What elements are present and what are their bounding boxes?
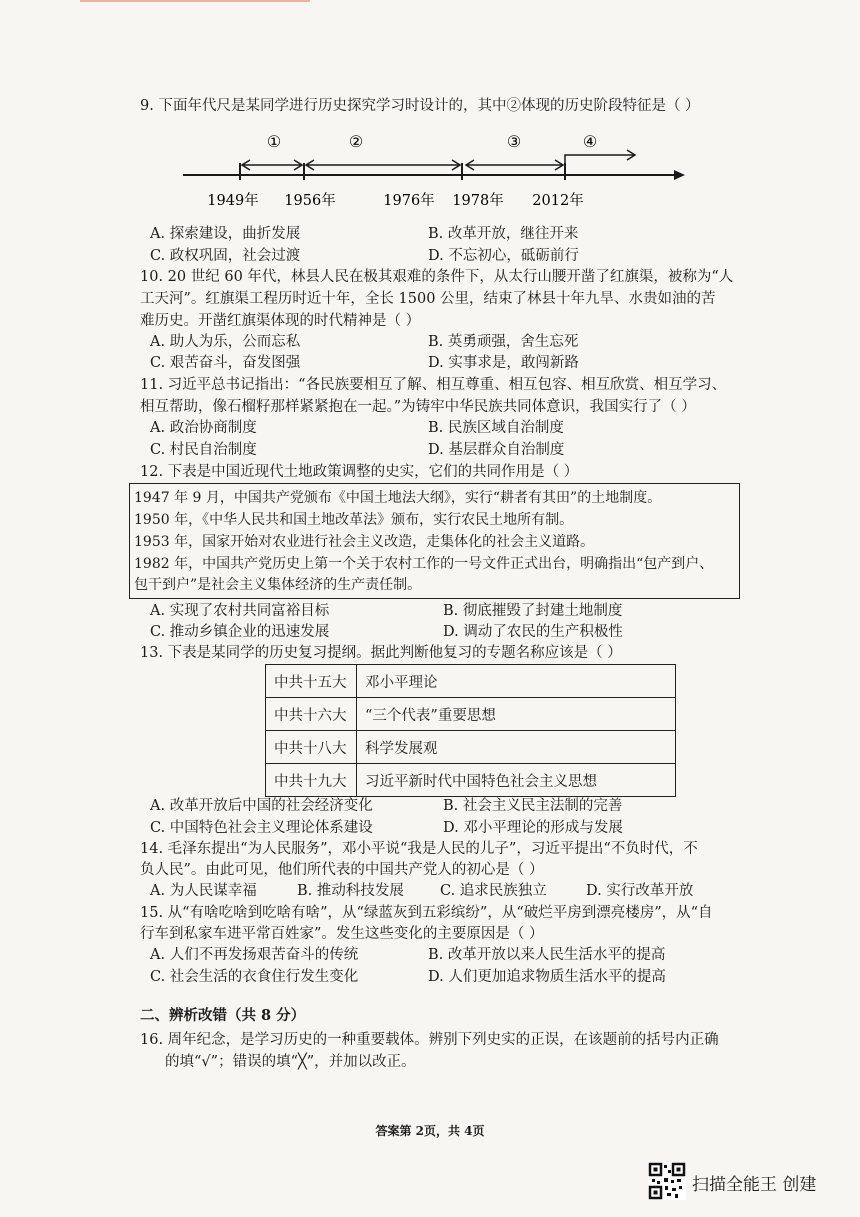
year-label-1976: 1976年 bbox=[383, 193, 435, 209]
table-row bbox=[266, 665, 676, 698]
q13-option-c[interactable]: C. 中国特色社会主义理论体系建设 bbox=[150, 820, 373, 836]
timeline-axis-arrowhead bbox=[674, 170, 685, 180]
year-label-1949: 1949年 bbox=[207, 193, 259, 209]
q11-line-2: 相互帮助，像石榴籽那样紧紧抱在一起。”为铸牢中华民族共同体意识，我国实行了（ ） bbox=[140, 399, 696, 415]
year-label-1956: 1956年 bbox=[284, 193, 336, 209]
q12-box-line-3: 1953 年，国家开始对农业进行社会主义改造，走集体化的社会主义道路。 bbox=[134, 534, 595, 550]
q15-option-a[interactable]: A. 人们不再发扬艰苦奋斗的传统 bbox=[150, 947, 359, 963]
congress-cell: 中共十六大 bbox=[266, 698, 357, 731]
q12-box-line-5: 包干到户”是社会主义集体经济的生产责任制。 bbox=[134, 577, 422, 593]
q13-option-d[interactable]: D. 邓小平理论的形成与发展 bbox=[443, 820, 623, 836]
segment-label-3: ③ bbox=[506, 132, 522, 151]
q12-box-line-1: 1947 年 9 月，中国共产党颁布《中国土地法大纲》，实行“耕者有其田”的土地制度。 bbox=[134, 490, 662, 506]
q13-outline-table bbox=[265, 664, 676, 797]
q9-option-c[interactable]: C. 政权巩固，社会过渡 bbox=[150, 248, 301, 264]
scanner-watermark: 扫描全能王 创建 bbox=[692, 1175, 817, 1195]
q15-line-1: 15. 从“有啥吃啥到吃啥有啥”，从“绿蓝灰到五彩缤纷”，从“破烂平房到漂亮楼房”，从“自 bbox=[140, 905, 713, 921]
segment-label-4: ④ bbox=[582, 132, 598, 151]
q10-option-c[interactable]: C. 艰苦奋斗，奋发图强 bbox=[150, 355, 301, 371]
q14-option-b[interactable]: B. 推动科技发展 bbox=[297, 883, 404, 899]
q12-box-line-2: 1950 年，《中华人民共和国土地改革法》颁布，实行农民土地所有制。 bbox=[134, 512, 574, 528]
q9-stem: 9. 下面年代尺是某同学进行历史探究学习时设计的，其中②体现的历史阶段特征是（ ） bbox=[140, 98, 700, 114]
theory-cell: 科学发展观 bbox=[357, 731, 676, 764]
q14-option-a[interactable]: A. 为人民谋幸福 bbox=[150, 883, 257, 899]
q12-option-a[interactable]: A. 实现了农村共同富裕目标 bbox=[150, 603, 330, 619]
segment-label-2: ② bbox=[348, 132, 364, 151]
theory-cell: 习近平新时代中国特色社会主义思想 bbox=[357, 764, 676, 797]
q9-option-a[interactable]: A. 探索建设，曲折发展 bbox=[150, 226, 301, 242]
q11-line-1: 11. 习近平总书记指出：“各民族要相互了解、相互尊重、相互包容、相互欣赏、相互学习、 bbox=[140, 377, 727, 393]
q12-option-b[interactable]: B. 彻底摧毁了封建土地制度 bbox=[443, 603, 623, 619]
theory-cell: “三个代表”重要思想 bbox=[357, 698, 676, 731]
table-row bbox=[266, 764, 676, 797]
qr-code-icon bbox=[648, 1162, 686, 1200]
q11-option-b[interactable]: B. 民族区域自治制度 bbox=[428, 420, 564, 436]
congress-cell: 中共十八大 bbox=[266, 731, 357, 764]
q12-option-d[interactable]: D. 调动了农民的生产积极性 bbox=[443, 624, 623, 640]
top-decoration-line bbox=[80, 0, 310, 2]
congress-cell: 中共十九大 bbox=[266, 764, 357, 797]
q10-option-d[interactable]: D. 实事求是，敢闯新路 bbox=[428, 355, 579, 371]
timeline-diagram bbox=[180, 125, 700, 215]
theory-cell: 邓小平理论 bbox=[357, 665, 676, 698]
q15-option-d[interactable]: D. 人们更加追求物质生活水平的提高 bbox=[428, 969, 666, 985]
q15-option-b[interactable]: B. 改革开放以来人民生活水平的提高 bbox=[428, 947, 666, 963]
q10-option-a[interactable]: A. 助人为乐，公而忘私 bbox=[150, 334, 301, 350]
q10-line-1: 10. 20 世纪 60 年代，林县人民在极其艰难的条件下，从太行山腰开凿了红旗渠，被称为“人 bbox=[140, 269, 734, 285]
q14-option-d[interactable]: D. 实行改革开放 bbox=[586, 883, 694, 899]
year-label-1978: 1978年 bbox=[452, 193, 504, 209]
table-row bbox=[266, 698, 676, 731]
q13-option-b[interactable]: B. 社会主义民主法制的完善 bbox=[443, 798, 623, 814]
q10-option-b[interactable]: B. 英勇顽强，舍生忘死 bbox=[428, 334, 579, 350]
q9-option-b[interactable]: B. 改革开放，继往开来 bbox=[428, 226, 579, 242]
q12-evidence-box bbox=[129, 483, 740, 599]
q15-line-2: 行车到私家车进平常百姓家”。发生这些变化的主要原因是（ ） bbox=[140, 926, 544, 942]
q14-line-1: 14. 毛泽东提出“为人民服务”，邓小平说“我是人民的儿子”，习近平提出“不负时代，不 bbox=[140, 841, 698, 857]
q16-line-1: 16. 周年纪念，是学习历史的一种重要载体。辨别下列史实的正误，在该题前的括号内正确 bbox=[140, 1032, 719, 1048]
segment-4-span bbox=[565, 155, 635, 170]
q12-option-c[interactable]: C. 推动乡镇企业的迅速发展 bbox=[150, 624, 330, 640]
q11-option-a[interactable]: A. 政治协商制度 bbox=[150, 420, 257, 436]
q13-stem: 13. 下表是某同学的历史复习提纲。据此判断他复习的专题名称应该是（ ） bbox=[140, 645, 622, 661]
q14-line-2: 负人民”。由此可见，他们所代表的中国共产党人的初心是（ ） bbox=[140, 862, 544, 878]
q10-line-2: 工天河”。红旗渠工程历时近十年，全长 1500 公里，结束了林县十年九旱、水贵如油的苦 bbox=[140, 291, 716, 307]
q15-option-c[interactable]: C. 社会生活的衣食住行发生变化 bbox=[150, 969, 359, 985]
q10-line-3: 难历史。开凿红旗渠体现的时代精神是（ ） bbox=[140, 313, 421, 329]
section-2-heading: 二、辨析改错（共 8 分） bbox=[140, 1007, 306, 1024]
year-label-2012: 2012年 bbox=[532, 193, 584, 209]
segment-label-1: ① bbox=[266, 132, 282, 151]
table-row bbox=[266, 731, 676, 764]
q14-option-c[interactable]: C. 追求民族独立 bbox=[440, 883, 547, 899]
q11-option-d[interactable]: D. 基层群众自治制度 bbox=[428, 442, 565, 458]
q13-option-a[interactable]: A. 改革开放后中国的社会经济变化 bbox=[150, 798, 373, 814]
congress-cell: 中共十五大 bbox=[266, 665, 357, 698]
q16-line-2: 的填“√”；错误的填“╳”，并加以改正。 bbox=[165, 1054, 416, 1070]
page-footer: 答案第 2页，共 4页 bbox=[375, 1124, 485, 1138]
q9-option-d[interactable]: D. 不忘初心，砥砺前行 bbox=[428, 248, 579, 264]
q12-stem: 12. 下表是中国近现代土地政策调整的史实，它们的共同作用是（ ） bbox=[140, 464, 579, 480]
q11-option-c[interactable]: C. 村民自治制度 bbox=[150, 442, 257, 458]
q12-box-line-4: 1982 年，中国共产党历史上第一个关于农村工作的一号文件正式出台，明确指出“包产到户、 bbox=[134, 556, 714, 572]
